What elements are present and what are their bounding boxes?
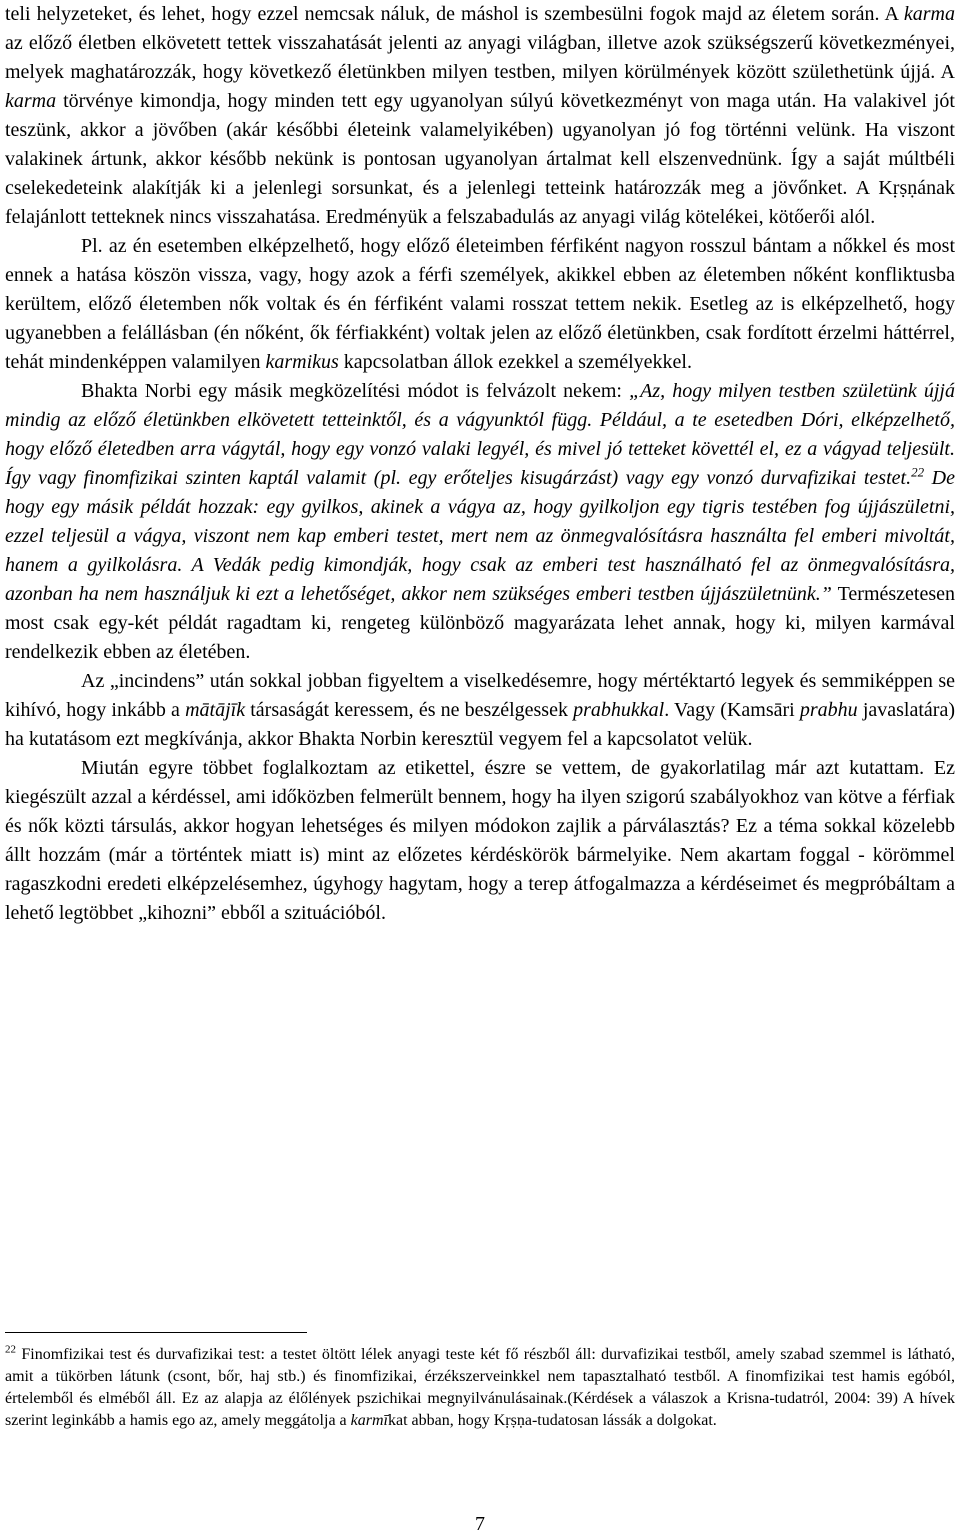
text-run: Természetesen most csak egy-két példát ragadtam ki, rengeteg különböző magyarázata lehet annak, hogy ki, milyen karmával rendelkezik ebben az életében. <box>5 583 956 663</box>
footnote-number: 22 <box>5 1343 16 1356</box>
text-run: javaslatára) ha kutatásom ezt megkívánja, akkor Bhakta Norbin keresztül vegyem fel a kapcsolatot velük. <box>5 699 955 750</box>
text-run: Finomfizikai test és durvafizikai test: a testet öltött lélek anyagi teste két fő részből áll: durvafizikai testből, amely szabad szemmel is látható, amit a tükörben látunk (csont, bőr, haj stb.) és finomfizikai, érzékszerveinkkel nem tapasztalható testből. A finomfizikai test hamis egóból, értelemből és elméből áll. Ez az alapja az élőlények pszichikai megnyilvánulásainak.(Kérdések a válaszok a Krisna-tudatról, 2004: 39) A hívek szerint leginkább a hamis ego az, amely meggátolja a <box>5 1346 955 1429</box>
text-run: törvénye kimondja, hogy minden tett egy ugyanolyan súlyú következményt von maga után. Ha valakivel jót teszünk, akkor a jövőben (akár későbbi életeink valamelyikében) ugyanolyan jó fog történni velünk. Ha viszont valakinek ártunk, akkor később nekünk is pontosan ugyanolyan ártalmat kell elszenvednünk. Így a saját múltbéli cselekedeteink alakítják ki a jelenlegi sorsunkat, és a jelenlegi tetteink határozzák meg a jövőnket. A Kṛṣṇának felajánlott tetteknek nincs visszahatása. Eredményük a felszabadulás az anyagi világ kötelékei, kötőerői alól. <box>5 90 955 228</box>
italic-text: karma <box>5 90 57 112</box>
footnote <box>5 1344 955 1432</box>
italic-text: prabhukkal <box>573 699 665 721</box>
paragraph <box>5 232 955 377</box>
text-run: Pl. az én esetemben elképzelhető, hogy előző életeimben férfiként nagyon rosszul bántam a nőkkel és most ennek a hatása köszön vissza, vagy, hogy azok a férfi személyek, akikkel ebben az életemben nőként konfliktusba kerültem, előző életemben nők voltak és én férfiként valami rosszat tettem nekik. Esetleg az is elképzelhető, hogy ugyanebben a felállásban (én nőként, ők férfiakként) voltak jelen az előző életünkben, csak fordított érzelmi háttérrel, tehát mindenképpen valamilyen <box>5 235 955 373</box>
footnote-reference: 22 <box>911 464 925 480</box>
text-run: társaságát keressem, és ne beszélgessek <box>245 699 574 721</box>
paragraph <box>5 754 955 928</box>
text-run: az előző életben elkövetett tettek visszahatását jelenti az anyagi világban, illetve azok szükségszerű következményei, melyek maghatározzák, hogy következő életünkben milyen testben, milyen körülmények között születhetünk újjá. A <box>5 32 955 83</box>
text-run: kapcsolatban állok ezekkel a személyekkel. <box>338 351 692 373</box>
paragraph <box>5 377 955 667</box>
text-run: kat abban, hogy Kṛṣṇa-tudatosan lássák a dolgokat. <box>387 1412 717 1429</box>
footnote-paragraph <box>5 1344 955 1432</box>
italic-text: De hogy egy másik példát hozzak: egy gyilkos, akinek a vágya az, hogy gyilkoljon egy tigris testében fog újjászületni, ezzel teljesül a vágya, viszont nem kap emberi testet, mert nem az önmegvalósításra használta fel emberi mivoltát, hanem a gyilkolásra. A Vedák pedig kimondják, hogy csak az emberi test használható fel az önmegvalósításra, azonban ha nem használjuk ki ezt a lehetőséget, akkor nem szükséges emberi testben újjászületnünk.” <box>5 467 955 605</box>
italic-text: mātājīk <box>185 699 246 721</box>
paragraph <box>5 0 955 232</box>
text-run: Bhakta Norbi egy másik megközelítési módot is felvázolt nekem: <box>81 380 630 402</box>
main-text <box>5 0 955 928</box>
italic-text: karmī <box>350 1412 388 1429</box>
text-run: Miután egyre többet foglalkoztam az etikettel, észre se vettem, de gyakorlatilag már azt kutattam. Ez kiegészült azzal a kérdéssel, ami időközben felmerült bennem, hogy ha ilyen szigorú szabályokhoz van kötve a férfiak és nők közti társulás, akkor hogyan lehetséges és milyen módokon zajlik a párválasztás? Ez a téma sokkal közelebb állt hozzám (már a történtek miatt is) mint az előzetes kérdéskörök bármelyike. Nem akartam foggal - körömmel ragaszkodni eredeti elképzelésemhez, úgyhogy hagytam, hogy a terep átfogalmazza a kérdéseimet és megpróbáltam a lehető legtöbbet „kihozni” ebből a szituációból. <box>5 757 955 924</box>
page-number: 7 <box>475 1513 485 1535</box>
text-run: . Vagy (Kamsāri <box>664 699 800 721</box>
italic-text: karmikus <box>265 351 339 373</box>
italic-text: prabhu <box>799 699 858 721</box>
paragraph <box>5 667 955 754</box>
italic-text: karma <box>903 3 955 25</box>
italic-text: „Az, hogy milyen testben születünk újjá mindig az előző életünkben elkövetett tetteinktől, és a vágyunktól függ. Például, a te esetedben Dóri, elképzelhető, hogy előző életedben arra vágytál, hogy egy vonzó valaki legyél, és mivel jó tetteket követtél el, ez a vágyad teljesült. Így vagy finomfizikai szinten kaptál valamit (pl. egy erőteljes kisugárzást) vagy egy vonzó durvafizikai testet. <box>5 380 955 489</box>
text-run: teli helyzeteket, és lehet, hogy ezzel nemcsak náluk, de máshol is szembesülni fogok majd az életem során. A <box>5 3 904 25</box>
footnote-separator <box>5 1332 307 1333</box>
text-run: Az „incindens” után sokkal jobban figyeltem a viselkedésemre, hogy mértéktartó legyek és semmiképpen se kihívó, hogy inkább a <box>5 670 955 721</box>
